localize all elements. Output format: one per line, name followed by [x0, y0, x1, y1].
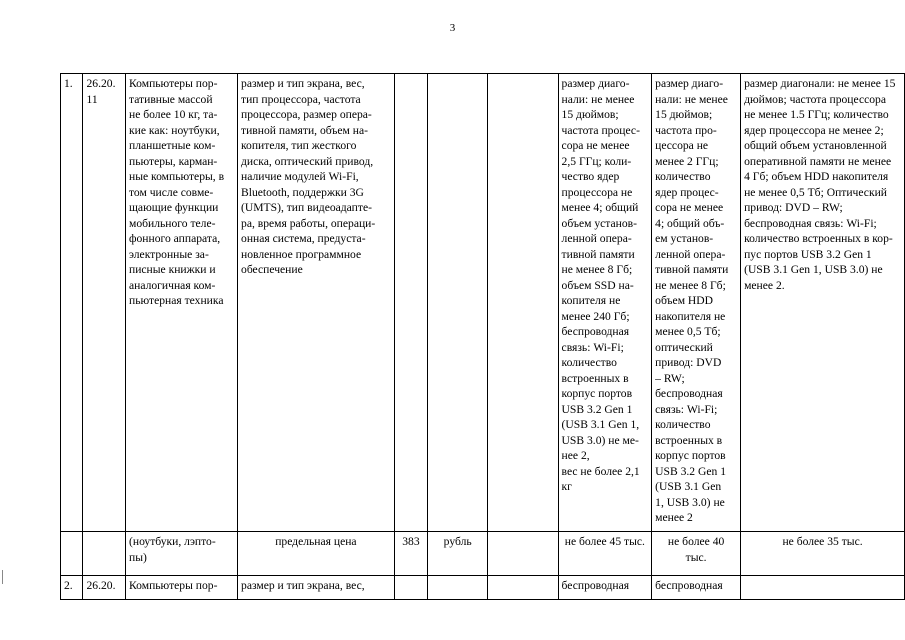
page-number: 3	[449, 22, 456, 34]
okpd2-code	[83, 532, 126, 576]
table-row-price	[61, 532, 905, 576]
requirements-table	[60, 73, 905, 600]
item-number: 1.	[61, 74, 83, 532]
value-category-c	[741, 576, 905, 600]
value-category-c: размер диагонали: не менее 15 дюймов; частота процессора не менее 1.5 ГГц; количество ядер процессора не менее 2; общий объем установленной оперативной памяти не менее 4 Гб; объем HDD накопителя не менее 0,5 Тб; Оптический привод: DVD – RW; беспроводная связь: Wi-Fi; количество встроенных в кор- пус портов USB 3.2 Gen 1 (USB 3.1 Gen 1, USB 3.0) не менее 2.	[741, 74, 905, 532]
item-name: (ноутбуки, лэпто- пы)	[126, 532, 238, 576]
okpd2-code: 26.20.	[83, 576, 126, 600]
empty-cell	[488, 74, 558, 532]
value-category-b: размер диаго- нали: не менее 15 дюймов; частота про- цессора не менее 2 ГГц; количество ядер процес- сора не менее 4; общий объ- ем установ- ленной опера- тивной памяти не менее 8 Гб; объем HDD накопителя не менее 0,5 Тб; оптический привод: DVD – RW; беспроводная связь: Wi-Fi; количество встроенных в корпус портов USB 3.2 Gen 1 (USB 3.1 Gen 1, USB 3.0) не менее 2	[652, 74, 741, 532]
characteristics-list: размер и тип экрана, вес,	[238, 576, 395, 600]
empty-cell	[394, 576, 427, 600]
item-number	[61, 532, 83, 576]
empty-cell	[428, 74, 488, 532]
value-category-a: размер диаго- нали: не менее 15 дюймов; частота процес- сора не менее 2,5 ГГц; коли- чество ядер процессора не менее 4; общий объем установ- ленной опера- тивной памяти не менее 8 Гб; объем SSD на- копителя не менее 240 Гб; беспроводная связь: Wi-Fi; количество встроенных в корпус портов USB 3.2 Gen 1 (USB 3.1 Gen 1, USB 3.0) не ме- нее 2, вес не более 2,1 кг	[558, 74, 652, 532]
value-category-a: беспроводная	[558, 576, 652, 600]
empty-cell	[428, 576, 488, 600]
unit-name: рубль	[428, 532, 488, 576]
value-category-c: не более 35 тыс.	[741, 532, 905, 576]
empty-cell	[488, 532, 558, 576]
value-category-b: не более 40 тыс.	[652, 532, 741, 576]
table-row-item-1	[61, 74, 905, 532]
margin-mark	[2, 570, 8, 584]
item-name: Компьютеры пор-	[126, 576, 238, 600]
item-name: Компьютеры пор- тативные массой не более 10 кг, та- кие как: ноутбуки, планшетные ком- пьютеры, карман- ные компьютеры, в том числе совме- щающие функции мобильного теле- фонного аппарата, электронные за- писные книжки и аналогичная ком- пьютерная техника	[126, 74, 238, 532]
empty-cell	[488, 576, 558, 600]
value-category-b: беспроводная	[652, 576, 741, 600]
empty-cell	[394, 74, 427, 532]
okpd2-code: 26.20. 11	[83, 74, 126, 532]
table-row-item-2	[61, 576, 905, 600]
characteristic-name: предельная цена	[238, 532, 395, 576]
item-number: 2.	[61, 576, 83, 600]
value-category-a: не более 45 тыс.	[558, 532, 652, 576]
characteristics-list: размер и тип экрана, вес, тип процессора, частота процессора, размер опера- тивной памяти, объем на- копителя, тип жесткого диска, оптический привод, наличие модулей Wi-Fi, Bluetooth, поддержки 3G (UMTS), тип видеоадапте- ра, время работы, операци- онная система, предуста- новленное программное обеспечение	[238, 74, 395, 532]
okei-code: 383	[394, 532, 427, 576]
